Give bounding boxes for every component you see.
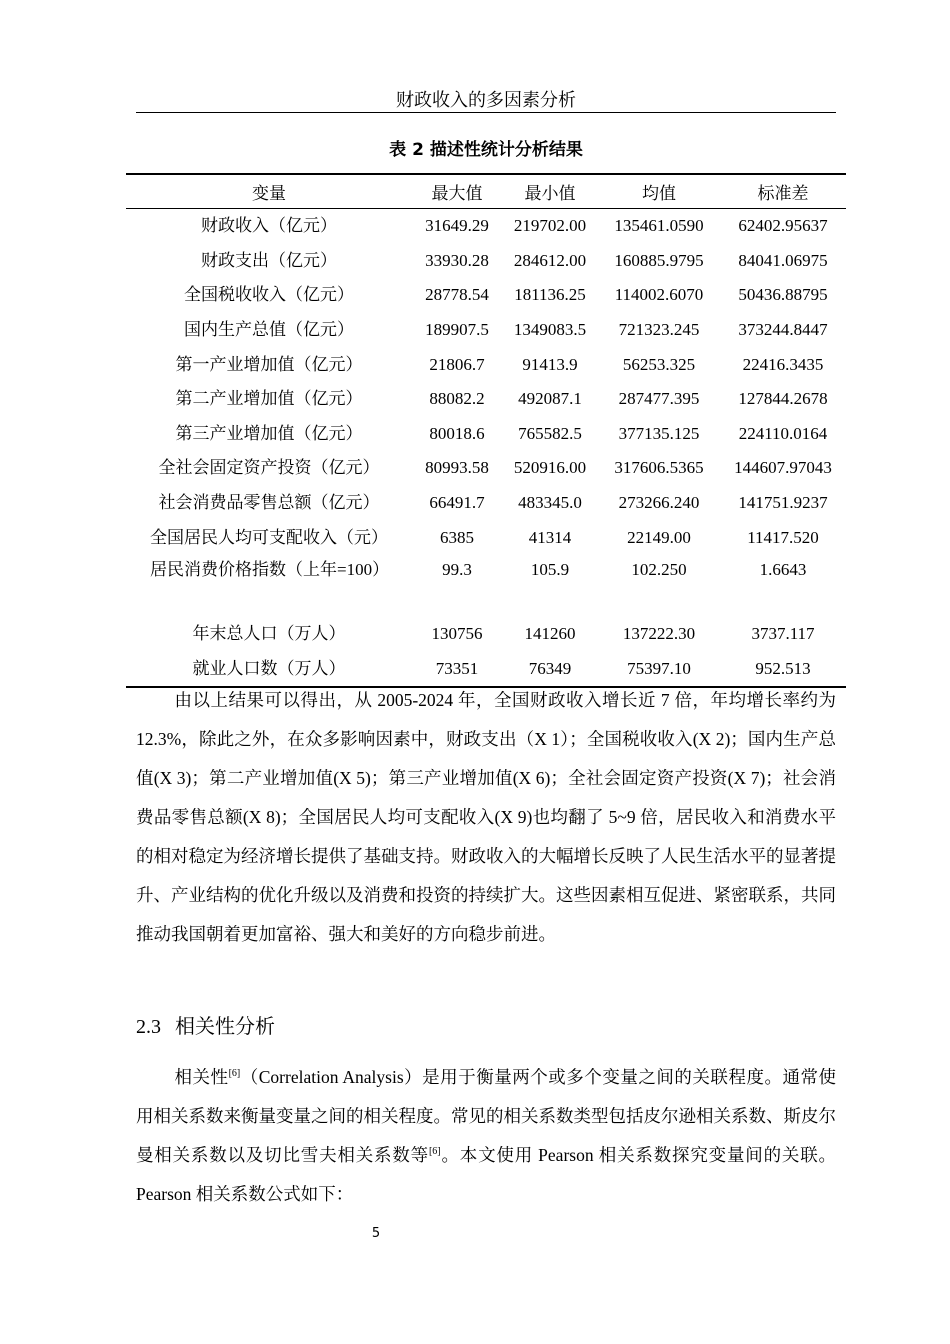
header-variable: 变量 [126, 174, 412, 209]
cell-max: 80018.6 [429, 423, 485, 443]
cell-max: 31649.29 [425, 216, 489, 236]
cell-variable: 居民消费价格指数（上年=100） [150, 559, 390, 579]
cell-mean: 22149.00 [627, 527, 691, 547]
cell-variable: 财政收入（亿元） [201, 216, 337, 236]
cell-std: 11417.520 [747, 527, 819, 547]
table-row [126, 209, 846, 244]
cell-variable: 第一产业增加值（亿元） [175, 354, 363, 374]
cell-mean: 287477.395 [618, 389, 700, 409]
cell-min: 492087.1 [518, 389, 582, 409]
table-row [126, 347, 846, 382]
cell-mean: 721323.245 [618, 320, 700, 340]
cell-mean: 56253.325 [622, 354, 696, 374]
correlation-text-1: 相关性 [174, 1067, 229, 1087]
cell-min: 1349083.5 [513, 320, 587, 340]
cell-mean: 160885.9795 [614, 250, 704, 270]
correlation-text-3: 。本文使用 Pearson 相关系数探究变量间的关联。Pearson 相关系数公式如下： [136, 1145, 837, 1204]
cell-min: 91413.9 [522, 354, 578, 374]
table-row [126, 278, 846, 313]
section-title: 相关性分析 [175, 1014, 275, 1038]
cell-max: 99.3 [442, 559, 472, 579]
section-heading [136, 1006, 275, 1047]
cell-variable: 全社会固定资产投资（亿元） [158, 458, 380, 478]
cell-mean: 75397.10 [627, 658, 691, 678]
table-row [126, 520, 846, 555]
page-number: 5 [371, 1226, 381, 1241]
cell-max: 130756 [431, 624, 483, 644]
cell-variable: 就业人口数（万人） [192, 658, 346, 678]
header-std: 标准差 [720, 174, 846, 209]
table-row [126, 244, 846, 279]
cell-std: 144607.97043 [734, 458, 832, 478]
descriptive-statistics-table [126, 173, 846, 688]
section-number: 2.3 [136, 1016, 161, 1038]
cell-min: 76349 [528, 658, 572, 678]
cell-min: 765582.5 [518, 423, 582, 443]
table-row [126, 382, 846, 417]
citation-ref: [6] [428, 1146, 441, 1158]
cell-mean: 114002.6070 [614, 285, 704, 305]
cell-variable: 年末总人口（万人） [192, 624, 346, 644]
cell-std: 952.513 [755, 658, 811, 678]
cell-max: 33930.28 [425, 250, 489, 270]
cell-max: 80993.58 [425, 458, 489, 478]
cell-min: 105.9 [530, 559, 570, 579]
cell-max: 28778.54 [425, 285, 489, 305]
table-row [126, 617, 846, 652]
cell-mean: 273266.240 [618, 493, 700, 513]
cell-max: 88082.2 [429, 389, 485, 409]
cell-min: 284612.00 [513, 250, 587, 270]
table-row [126, 313, 846, 348]
cell-std: 141751.9237 [738, 493, 828, 513]
cell-variable: 第三产业增加值（亿元） [175, 423, 363, 443]
header-min: 最小值 [502, 174, 598, 209]
table-header-row [126, 174, 846, 209]
cell-min: 219702.00 [513, 216, 587, 236]
cell-std: 373244.8447 [738, 320, 828, 340]
cell-std: 1.6643 [759, 559, 807, 579]
cell-max: 21806.7 [429, 354, 485, 374]
cell-std: 50436.88795 [738, 285, 828, 305]
cell-std: 3737.117 [751, 624, 815, 644]
cell-min: 483345.0 [518, 493, 582, 513]
cell-std: 84041.06975 [738, 250, 828, 270]
correlation-paragraph [136, 1058, 836, 1214]
cell-min: 41314 [528, 527, 572, 547]
cell-variable: 第二产业增加值（亿元） [175, 389, 363, 409]
table-row [126, 451, 846, 486]
table-caption: 表 2 描述性统计分析结果 [389, 140, 583, 160]
cell-max: 73351 [435, 658, 479, 678]
cell-min: 181136.25 [514, 285, 586, 305]
table-row [126, 417, 846, 452]
cell-std: 22416.3435 [742, 354, 824, 374]
citation-ref: [6] [228, 1068, 241, 1080]
cell-max: 66491.7 [429, 493, 485, 513]
cell-variable: 全国居民人均可支配收入（元） [150, 527, 388, 547]
cell-mean: 377135.125 [618, 423, 700, 443]
header-mean: 均值 [598, 174, 720, 209]
table-row [126, 486, 846, 521]
results-paragraph-text: 由以上结果可以得出，从 2005-2024 年，全国财政收入增长近 7 倍，年均增长率约为 12.3%，除此之外，在众多影响因素中，财政支出（X 1）；全国税收收入(X 2)；国内生产总值(X 3)；第二产业增加值(X 5)；第三产业增加值(X 6)；全社会固定资产投资(X 7)；社会消费品零售总额(X 8)；全国居民人均可支配收入(X 9)也均翻了 5~9 倍，居民收入和消费水平的相对稳定为经济增长提供了基础支持。财政收入的大幅增长反映了人民生活水平的显著提升、产业结构的优化升级以及消费和投资的持续扩大。这些因素相互促进、紧密联系，共同推动我国朝着更加富裕、强大和美好的方向稳步前进。 [136, 690, 836, 944]
cell-variable: 国内生产总值（亿元） [184, 320, 354, 340]
cell-std: 62402.95637 [738, 216, 828, 236]
cell-variable: 全国税收收入（亿元） [184, 285, 354, 305]
header-max: 最大值 [412, 174, 502, 209]
cell-std: 224110.0164 [738, 423, 828, 443]
cell-std: 127844.2678 [738, 389, 828, 409]
cell-max: 6385 [440, 527, 474, 547]
table-row [126, 555, 846, 617]
cell-min: 141260 [524, 624, 576, 644]
cell-mean: 135461.0590 [614, 216, 704, 236]
cell-variable: 财政支出（亿元） [201, 250, 337, 270]
correlation-text-2: （Correlation Analysis）是用于衡量两个或多个变量之间的关联程度。通常使用相关系数来衡量变量之间的相关程度。常见的相关系数类型包括皮尔逊相关系数、斯皮尔曼相关系数以及切比雪夫相关系数等 [136, 1067, 836, 1165]
cell-max: 189907.5 [425, 320, 489, 340]
cell-mean: 102.250 [631, 559, 687, 579]
running-header: 财政收入的多因素分析 [136, 88, 836, 113]
cell-min: 520916.00 [513, 458, 587, 478]
results-paragraph [136, 681, 836, 954]
cell-variable: 社会消费品零售总额（亿元） [158, 493, 380, 513]
cell-mean: 137222.30 [622, 624, 696, 644]
cell-mean: 317606.5365 [614, 458, 704, 478]
